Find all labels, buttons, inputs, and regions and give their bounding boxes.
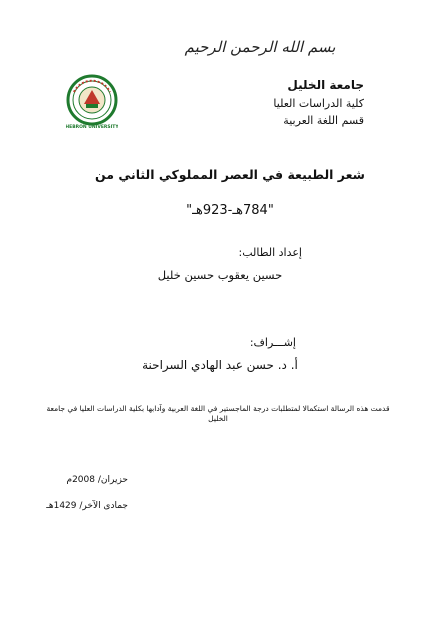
basmala: بسم الله الرحمن الرحيم — [184, 38, 336, 56]
student-name: حسين يعقوب حسين خليل — [157, 268, 283, 282]
thesis-period: "784هـ-923هـ" — [186, 203, 274, 218]
hebron-university-seal-icon — [66, 74, 118, 130]
supervisor-name: أ. د. حسن عبد الهادي السراحنة — [142, 358, 298, 372]
student-label: إعداد الطالب: — [238, 246, 302, 259]
faculty-name: كلية الدراسات العليا — [273, 97, 364, 110]
thesis-title: شعر الطبيعة في العصر المملوكي الثاني من — [95, 167, 365, 182]
logo-caption: HEBRON UNIVERSITY — [66, 125, 118, 130]
university-name: جامعة الخليل — [287, 78, 364, 92]
department-name: قسم اللغة العربية — [283, 114, 364, 127]
hijri-date: جمادى الآخر/ 1429هـ — [46, 501, 128, 511]
gregorian-date: حزيران/ 2008م — [66, 475, 128, 485]
submission-statement: قدمت هذه الرسالة استكمالا لمتطلبات درجة الماجستير في اللغة العربية وآدابها بكلية الدراسات العليا في جامعة الخليل — [46, 404, 390, 423]
supervisor-label: إشـــراف: — [249, 336, 296, 349]
university-logo — [66, 74, 118, 130]
